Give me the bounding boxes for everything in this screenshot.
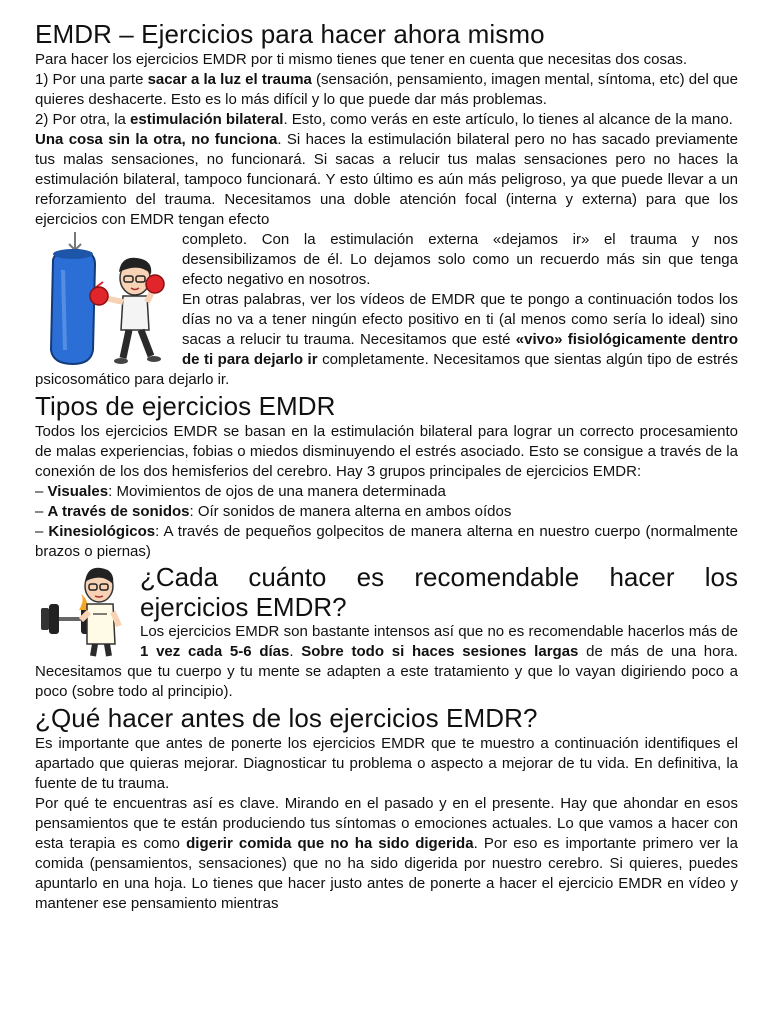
intro-paragraph-3: 2) Por otra, la estimulación bilateral. Esto, como verás en este artículo, lo tienes al alcance de la mano. [35,111,733,128]
tipos-paragraph: Todos los ejercicios EMDR se basan en la estimulación bilateral para lograr un correcto procesamiento de malas experiencias, fobias o miedos disminuyendo el estrés asociado. Esto se consigue a través de la conexión de los dos hemisferios del cerebro. Hay 3 grupos principales de ejercicios EMDR: [35,423,738,480]
tipos-item-sonidos: – A través de sonidos: Oír sonidos de manera alterna en ambos oídos [35,503,512,520]
intro-paragraph-2: 1) Por una parte sacar a la luz el trauma (sensación, pensamiento, imagen mental, síntoma, etc) del que quieres deshacerte. Esto es lo más difícil y lo que puede dar más problemas. [35,71,738,108]
section-heading-frecuencia: ¿Cada cuánto es recomendable hacer los ejercicios EMDR? [140,562,738,622]
tipos-item-kinesiologicos: – Kinesiológicos: A través de pequeños golpecitos de manera alterna en nuestro cuerpo (normalmente brazos o piernas) [35,523,738,560]
boxing-avatar-illustration [35,230,182,370]
frecuencia-paragraph: Los ejercicios EMDR son bastante intensos así que no es recomendable hacerlos más de 1 vez cada 5-6 días. Sobre todo si haces sesiones largas de más de una hora. Necesitamos que tu cuerpo y tu mente se adapten a este tratamiento y que lo vayan digiriendo poco a poco (sobre todo al principio). [35,623,738,700]
antes-paragraph-2: Por qué te encuentras así es clave. Mirando en el pasado y en el presente. Hay que ahondar en esos pensamientos que te están produciendo tus síntomas o emociones actuales. Lo que vamos a hacer con esta terapia es como digerir comida que no ha sido digerida. Por eso es importante primero ver la comida (pensamientos, sensaciones) que no ha sido digerida por nuestro cerebro. Si quieres, puedes apuntarlo en una hoja. Lo tienes que hacer justo antes de ponerte a hacer el ejercicio EMDR en vídeo y mantener ese pensamiento mientras [35,795,739,912]
antes-paragraph-1: Es importante que antes de ponerte los ejercicios EMDR que te muestro a continuación identifiques el apartado que quieras mejorar. Diagnosticar tu problema o aspecto a mejorar de tu vida. En definitiva, la fuente de tu trauma. [35,735,738,792]
intro-paragraph-4-continued: completo. Con la estimulación externa «dejamos ir» el trauma y nos desensibilizamos de él. Lo dejamos solo como un recuerdo más sin que tenga efecto negativo en nosotros. [182,231,738,288]
weightlifting-avatar-illustration [35,564,140,659]
tipos-item-visuales: – Visuales: Movimientos de ojos de una manera determinada [35,483,446,500]
page-title: EMDR – Ejercicios para hacer ahora mismo [35,19,545,49]
intro-paragraph-4: Una cosa sin la otra, no funciona. Si haces la estimulación bilateral pero no has sacado previamente tus malas sensaciones, no funcionará. Si sacas a relucir tus malas sensaciones pero no haces la estimulación bilateral, tampoco funcionará. Y esto último es aún más peligroso, ya que puede llevar a un reforzamiento del trauma. Necesitamos una doble atención focal (interna y externa) para que los ejercicios con EMDR tengan efecto [35,131,738,228]
section-heading-tipos: Tipos de ejercicios EMDR [35,391,336,421]
intro-paragraph-5: En otras palabras, ver los vídeos de EMDR que te pongo a continuación todos los días no va a tener ningún efecto positivo en ti (al menos como sería lo ideal) sino sacas a relucir tu trauma. Necesitamos que esté «vivo» fisiológicamente dentro de ti para dejarlo ir completamente. Necesitamos que sientas algún tipo de estrés psicosomático para dejarlo ir. [35,291,738,388]
intro-paragraph-1: Para hacer los ejercicios EMDR por ti mismo tienes que tener en cuenta que necesitas dos cosas. [35,51,687,68]
document [35,18,738,914]
section-heading-antes: ¿Qué hacer antes de los ejercicios EMDR? [35,703,538,733]
